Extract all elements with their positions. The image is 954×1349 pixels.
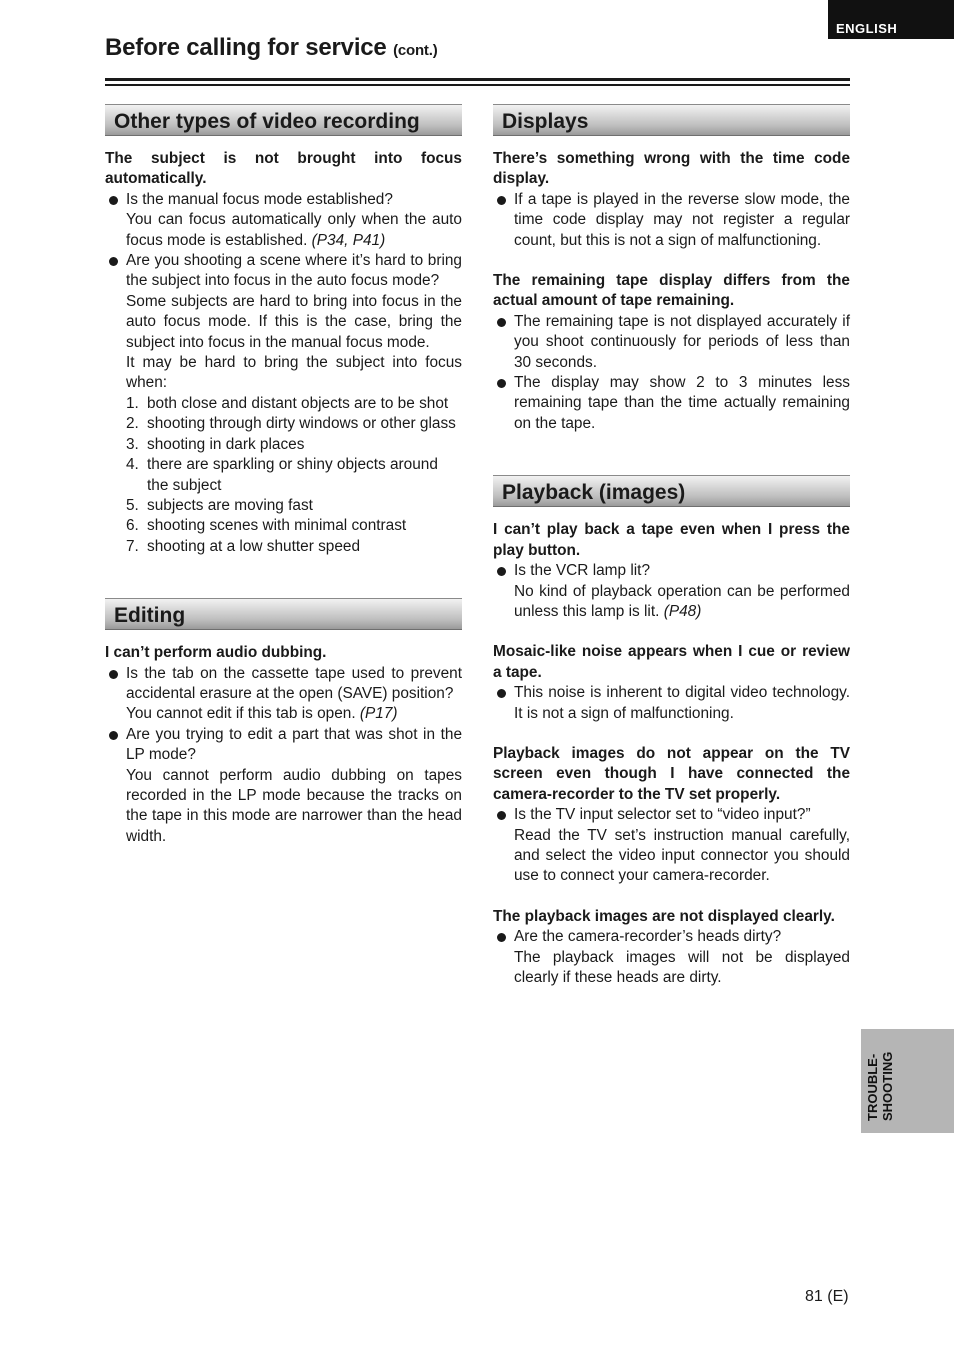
answer-text: It may be hard to bring the subject into focus when:	[126, 354, 462, 392]
left-column	[105, 104, 462, 847]
answer-text-body: You cannot edit if this tab is open.	[126, 705, 356, 723]
answer-text	[105, 210, 462, 251]
bullet-text: The display may show 2 to 3 minutes less remaining tape than the time actually remaining on the tape.	[514, 374, 850, 432]
bullet-item	[493, 312, 850, 373]
list-item	[126, 435, 462, 455]
bullet-icon	[497, 196, 506, 205]
language-tab: ENGLISH	[828, 0, 954, 39]
list-item	[126, 537, 462, 557]
tab-label-line: SHOOTING	[880, 1051, 895, 1121]
bullet-icon	[109, 196, 118, 205]
bullet-icon	[497, 567, 506, 576]
bullet-item	[493, 927, 850, 947]
bullet-text: This noise is inherent to digital video technology. It is not a sign of malfunctioning.	[514, 684, 850, 722]
list-item	[126, 455, 462, 496]
list-number: 7.	[126, 537, 139, 555]
list-text: shooting in dark places	[147, 435, 305, 453]
bullet-text: Is the TV input selector set to “video input?”	[514, 806, 811, 824]
bullet-item	[105, 190, 462, 210]
list-number: 3.	[126, 435, 139, 453]
answer-text: You cannot perform audio dubbing on tapes recorded in the LP mode because the tracks on the tape in this mode are narrower than the head width.	[126, 766, 462, 845]
bullet-icon	[109, 257, 118, 266]
list-text: shooting through dirty windows or other glass	[147, 415, 456, 433]
troubleshooting-tab-label	[865, 1035, 895, 1121]
answer-text	[493, 582, 850, 623]
list-number: 6.	[126, 517, 139, 535]
page-title-suffix: (cont.)	[393, 42, 438, 59]
numbered-list	[105, 394, 462, 557]
section-spacer	[493, 434, 850, 475]
list-text: there are sparkling or shiny objects around the subject	[147, 456, 438, 494]
bullet-icon	[497, 379, 506, 388]
block-spacer	[493, 251, 850, 271]
list-text: both close and distant objects are to be shot	[147, 394, 449, 412]
bullet-text: The remaining tape is not displayed accurately if you shoot continuously for periods of less than 30 seconds.	[514, 312, 850, 371]
bullet-text: Are you shooting a scene where it’s hard to bring the subject into focus in the auto focus mode?	[126, 252, 462, 290]
bullet-text: Is the VCR lamp lit?	[514, 562, 650, 580]
question-unclear-images: The playback images are not displayed clearly.	[493, 907, 835, 925]
question-no-tv-images: Playback images do not appear on the TV screen even though I have connected the camera-recorder to the TV set properly.	[493, 744, 850, 803]
question-focus: The subject is not brought into focus automatically.	[105, 150, 462, 188]
list-item	[126, 414, 462, 434]
answer-text-body: You can focus automatically only when the auto focus mode is established.	[126, 211, 462, 249]
list-item	[126, 496, 462, 516]
bullet-icon	[109, 731, 118, 740]
block-spacer	[493, 887, 850, 907]
page-reference: (P17)	[359, 705, 398, 723]
list-text: shooting scenes with minimal contrast	[147, 517, 407, 535]
bullet-icon	[497, 811, 506, 820]
question-remaining-tape: The remaining tape display differs from the actual amount of tape remaining.	[493, 272, 850, 310]
answer-text: The playback images will not be displayed clearly if these heads are dirty.	[514, 948, 850, 986]
section-heading-playback-images: Playback (images)	[493, 475, 850, 507]
tab-label-line: TROUBLE-	[865, 1053, 880, 1121]
page-reference: (P48)	[663, 602, 702, 620]
list-number: 5.	[126, 496, 139, 514]
block-spacer	[493, 724, 850, 744]
bullet-text: Are you trying to edit a part that was shot in the LP mode?	[126, 725, 462, 764]
list-text: shooting at a low shutter speed	[147, 537, 361, 555]
block-spacer	[493, 622, 850, 642]
bullet-text: Are the camera-recorder’s heads dirty?	[514, 928, 782, 946]
answer-text	[105, 704, 462, 724]
answer-text-body: No kind of playback operation can be performed unless this lamp is lit.	[514, 582, 850, 620]
list-number: 2.	[126, 415, 139, 433]
list-item	[126, 394, 462, 414]
answer-text: Read the TV set’s instruction manual carefully, and select the video input connector you should use to connect your camera-recorder.	[514, 826, 850, 885]
bullet-item	[493, 373, 850, 434]
page-reference: (P34, P41)	[311, 231, 386, 249]
bullet-text: Is the tab on the cassette tape used to prevent accidental erasure at the open (SAVE) position?	[126, 664, 462, 702]
question-cannot-play: I can’t play back a tape even when I press the play button.	[493, 521, 850, 559]
section-heading-other-video-recording: Other types of video recording	[105, 104, 462, 136]
right-column	[493, 104, 850, 988]
page-number: 81 (E)	[805, 1288, 849, 1305]
bullet-item	[493, 805, 850, 825]
list-number: 4.	[126, 456, 139, 474]
question-mosaic-noise: Mosaic-like noise appears when I cue or review a tape.	[493, 643, 850, 681]
bullet-item	[493, 683, 850, 724]
section-spacer	[105, 557, 462, 598]
bullet-item	[493, 561, 850, 581]
question-time-code: There’s something wrong with the time code display.	[493, 150, 850, 188]
list-number: 1.	[126, 394, 139, 412]
page-title	[105, 34, 437, 62]
bullet-item	[105, 251, 462, 292]
bullet-item	[105, 725, 462, 766]
section-heading-editing: Editing	[105, 598, 462, 630]
title-rule-bottom	[105, 84, 850, 86]
bullet-item	[493, 190, 850, 251]
answer-text: Some subjects are hard to bring into focus in the auto focus mode. If this is the case, bring the subject into focus in the manual focus mode.	[126, 292, 462, 351]
title-rule-top	[105, 78, 850, 81]
bullet-icon	[497, 933, 506, 942]
bullet-text: If a tape is played in the reverse slow mode, the time code display may not register a regular count, but this is not a sign of malfunctioning.	[514, 190, 850, 249]
bullet-text: Is the manual focus mode established?	[126, 190, 393, 208]
bullet-item	[105, 664, 462, 705]
question-audio-dubbing: I can’t perform audio dubbing.	[105, 644, 327, 662]
bullet-icon	[497, 689, 506, 698]
list-text: subjects are moving fast	[147, 496, 313, 514]
bullet-icon	[497, 318, 506, 327]
section-heading-displays: Displays	[493, 104, 850, 136]
troubleshooting-tab	[861, 1029, 954, 1133]
page-title-text: Before calling for service	[105, 34, 387, 61]
list-item	[126, 516, 462, 536]
bullet-icon	[109, 670, 118, 679]
